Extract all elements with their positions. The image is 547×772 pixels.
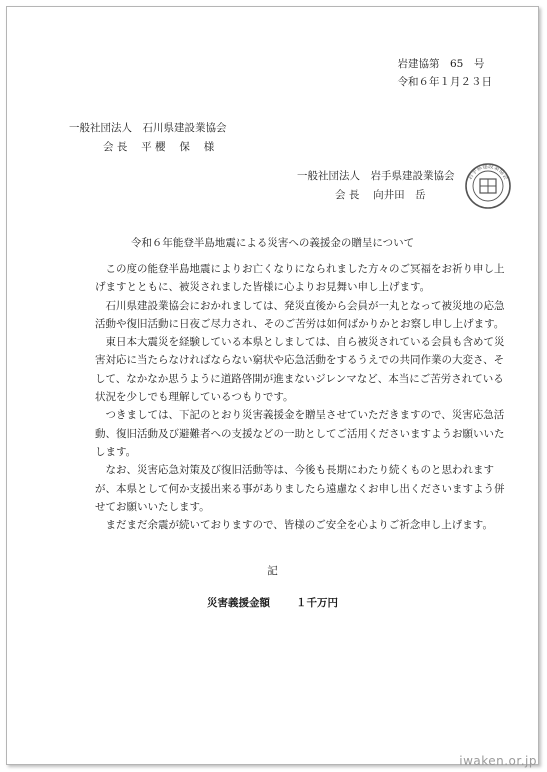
- letter-page: [6, 6, 539, 765]
- reference-block: [398, 55, 493, 91]
- letter-date: 令和６年１月２３日: [397, 76, 492, 88]
- reference-number: 岩建協第 65 号: [397, 58, 485, 70]
- letter-subject: 令和６年能登半島地震による災害への義援金の贈呈について: [130, 237, 415, 249]
- sender-organization: 一般社団法人 岩手県建設業協会: [297, 170, 455, 182]
- recipient-name: 会 長 平 櫻 保 様: [103, 141, 215, 153]
- letter-body: [95, 260, 510, 534]
- amount-label: 災害義援金額: [207, 597, 270, 609]
- body-paragraph: まだまだ余震が続いておりますので、皆様のご安全を心よりご祈念申し上げます。: [105, 519, 493, 532]
- donation-amount: [207, 595, 338, 610]
- body-paragraph: なお、災害応急対策及び復旧活動等は、今後も長期にわたり続くものと思われますが、本県として何か支援出来る事がありましたら遠慮なくお申し出くださいますよう併せてお願いいたします。: [95, 464, 505, 513]
- site-watermark: iwaken.or.jp: [459, 754, 537, 768]
- seal-text: 岩手県建設業協会: [467, 163, 509, 181]
- body-paragraph: つきましては、下記のとおり災害義援金を贈呈させていただきますので、災害応急活動、復旧活動及び避難者への支援などの一助としてご活用くださいますようお願いいたします。: [95, 409, 505, 458]
- ki-heading: 記: [267, 565, 278, 577]
- sender-name: 会 長 向井田 岳: [335, 189, 426, 201]
- body-paragraph: この度の能登半島地震によりお亡くなりになられました方々のご冥福をお祈り申し上げますとともに、被災されました皆様に心よりお見舞い申し上げます。: [95, 263, 505, 294]
- body-paragraph: 石川県建設業協会におかれましては、発災直後から会員が一丸となって被災地の応急活動や復旧活動に日夜ご尽力され、そのご苦労は如何ばかりかとお察し申し上げます。: [95, 299, 505, 330]
- official-seal-icon: [464, 162, 512, 210]
- body-paragraph: 東日本大震災を経験している本県としましては、自ら被災されている会員も含めて災害対応に当たらなければならない窮状や応急活動をするうえでの共同作業の大変さ、そして、なかなか思うように道路啓開が進まないジレンマなど、本当にご苦労されている状況を少しでも理解しているつもりです。: [95, 336, 505, 404]
- amount-value: １千万円: [296, 597, 338, 609]
- recipient-block: [69, 119, 227, 157]
- recipient-organization: 一般社団法人 石川県建設業協会: [69, 122, 227, 134]
- sender-block: [297, 167, 455, 205]
